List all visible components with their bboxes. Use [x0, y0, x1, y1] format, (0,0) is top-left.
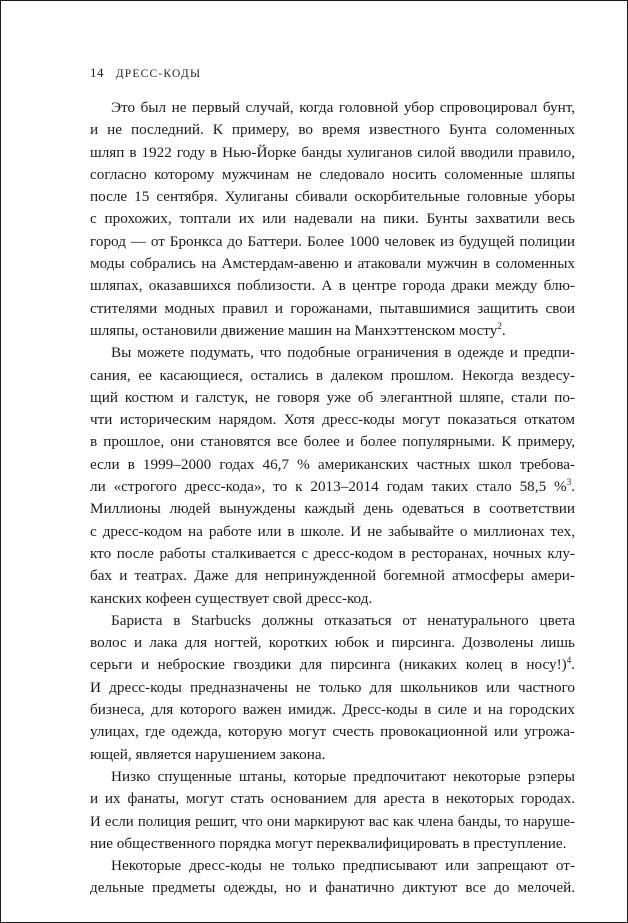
running-head [90, 65, 201, 81]
text-line: волос и лака для ногтей, коротких юбок и пирсинга. Дозволены лишь [90, 634, 575, 652]
running-title: ДРЕСС-КОДЫ [115, 68, 202, 80]
text-line: щий костюм и галстук, не говоря уже об элегантной шляпе, стали по- [90, 388, 575, 406]
page-number: 14 [90, 65, 104, 80]
text-line: ние общественного порядка могут переквалифицировать в преступление. [90, 834, 567, 852]
text-line: шляпы, остановили движение машин на Манхэттенском мосту$^2$. [90, 320, 506, 339]
text-line: Вы можете подумать, что подобные ограничения в одежде и предпи- [111, 344, 575, 362]
text-line: если в 1999–2000 годах 46,7 % американских частных школ требова- [90, 455, 575, 473]
text-line: шляпах, оказавшихся поблизости. А в центре города драки между блю- [90, 277, 575, 295]
text-line-content: ли «строгого дресс-кода», то к 2013–2014 годам таких стало 58,5 % [90, 478, 567, 496]
text-line: бизнеса, для которого важен имидж. Дресс-коды в силе и на городских [90, 701, 575, 719]
text-line: и их фанаты, могут стать основанием для ареста в некоторых городах. [90, 790, 575, 808]
text-line: дельные предметы одежды, но и фанатично диктуют все до мелочей. [90, 879, 575, 897]
text-line: в прошлое, они становятся все более и более популярными. К примеру, [90, 433, 575, 451]
text-line-content: серьги и неброские гвоздики для пирсинга (никаких колец в носу!) [90, 656, 567, 674]
body-text [90, 97, 575, 900]
paragraph [90, 342, 575, 610]
paragraph [90, 766, 575, 855]
footnote-ref: 4 [566, 655, 572, 666]
text-line: бах и театрах. Даже для непринужденной богемной атмосферы амери- [90, 567, 575, 585]
text-line: моды собрались на Амстердам-авеню и атаковали мужчин в соломенных [90, 255, 575, 273]
text-line: Некоторые дресс-коды не только предписывают или запрещают от- [111, 857, 575, 875]
paragraph [90, 855, 575, 900]
text-line: ли «строгого дресс-кода», то к 2013–2014 годам таких стало 58,5 %$^3$. [90, 476, 575, 496]
text-line: с дресс-кодом на работе или в школе. И не забывайте о миллионах тех, [90, 522, 575, 540]
text-line: город — от Бронкса до Баттери. Более 1000 человек из будущей полиции [90, 232, 575, 250]
text-line: И дресс-коды предназначены не только для школьников или частного [90, 678, 575, 696]
text-line: стителями модных правил и горожанами, пытавшимися защитить свои [90, 299, 575, 317]
text-line: сания, ее касающиеся, остались в далеком прошлом. Некогда вездесу- [90, 366, 575, 384]
paragraph [90, 610, 575, 766]
text-line: шляп в 1922 году в Нью-Йорке банды хулиганов силой вводили правило, [90, 143, 575, 161]
text-line: Бариста в Starbucks должны отказаться от ненатурального цвета [111, 611, 575, 629]
text-line: Это был не первый случай, когда головной убор спровоцировал бунт, [111, 99, 575, 116]
text-line: канских кофеен существует свой дресс-код. [90, 589, 373, 607]
text-line: согласно которому мужчинам не следовало носить соломенные шляпы [90, 165, 575, 183]
text-line: Миллионы людей вынуждены каждый день одеваться в соответствии [90, 500, 575, 518]
footnote-ref: 2 [497, 320, 502, 331]
footnote-ref: 3 [566, 476, 572, 487]
text-line: Низко спущенные штаны, которые предпочитают некоторые рэперы [111, 767, 575, 785]
text-line: после 15 сентября. Хулиганы сбивали оскорбительные головные уборы [90, 188, 575, 206]
text-line: кто после работы сталкивается с дресс-кодом в ресторанах, ночных клу- [90, 544, 575, 562]
text-line: улицах, где одежда, которую могут счесть провокационной или угрожа- [90, 723, 575, 741]
text-line: и не последний. К примеру, во время известного Бунта соломенных [90, 121, 575, 139]
text-line: серьги и неброские гвоздики для пирсинга (никаких колец в носу!)$^4$. [90, 655, 575, 674]
text-line: чти историческим нарядом. Хотя дресс-коды могут показаться откатом [90, 411, 575, 429]
text-line-content: шляпы, остановили движение машин на Манхэттенском мосту [90, 321, 498, 339]
text-line: И если полиция решит, что они маркируют вас как члена банды, то наруше- [90, 813, 575, 830]
paragraph [90, 97, 575, 342]
text-line: ющей, является нарушением закона. [90, 745, 326, 763]
text-line: с прохожих, топтали их или надевали на пики. Бунты захватили весь [90, 210, 575, 228]
